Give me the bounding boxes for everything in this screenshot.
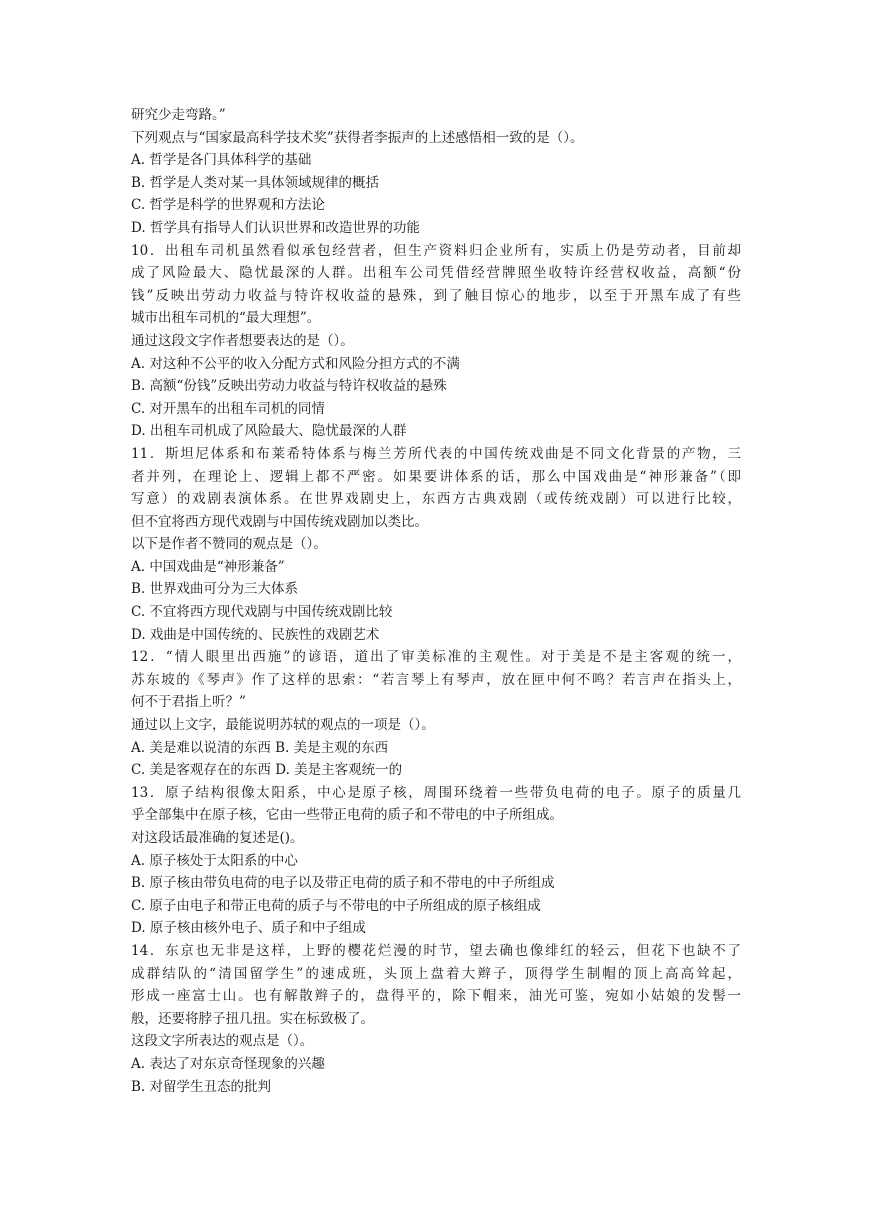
option-list xyxy=(131,850,741,940)
stem-line: 何不于君指上听？” xyxy=(131,694,246,711)
option-b: B. 哲学是人类对某一具体领域规律的概括 xyxy=(131,174,380,191)
question-14-stem xyxy=(131,940,741,1030)
stem-line: 乎全部集中在原子核，它由一些带正电荷的质子和不带电的中子所组成。 xyxy=(131,807,563,824)
option-c: C. 哲学是科学的世界观和方法论 xyxy=(131,197,325,214)
stem-line: 钱”反映出劳动力收益与特许权收益的悬殊，到了触目惊心的地步，以至于开黑车成了有些 xyxy=(131,287,741,304)
prompt-line: 以下是作者不赞同的观点是（）。 xyxy=(131,536,327,553)
question-prompt xyxy=(131,714,741,737)
question-13-stem xyxy=(131,782,741,827)
option-c: C. 对开黑车的出租车司机的同情 xyxy=(131,400,325,417)
option-list xyxy=(131,737,741,782)
prompt-line: 下列观点与“国家最高科学技术奖”获得者李振声的上述感悟相一致的是（）。 xyxy=(131,129,584,146)
passage-tail xyxy=(131,104,741,127)
option-b: B. 原子核由带负电荷的电子以及带正电荷的质子和不带电的中子所组成 xyxy=(131,875,555,892)
stem-line: 般，还要将脖子扭几扭。实在标致极了。 xyxy=(131,1010,374,1027)
stem-line: 10．出租车司机虽然看似承包经营者，但生产资料归企业所有，实质上仍是劳动者，目前却 xyxy=(131,242,741,259)
option-a: A. 原子核处于太阳系的中心 xyxy=(131,852,298,869)
text-line: 研究少走弯路。” xyxy=(131,107,226,123)
option-b: B. 对留学生丑态的批判 xyxy=(131,1078,272,1095)
option-b: B. 世界戏曲可分为三大体系 xyxy=(131,581,299,598)
stem-line: 14．东京也无非是这样，上野的樱花烂漫的时节，望去确也像绯红的轻云，但花下也缺不了 xyxy=(131,942,741,959)
stem-line: 形成一座富士山。也有解散辫子的，盘得平的，除下帽来，油光可鉴，宛如小姑娘的发髻一 xyxy=(131,988,741,1005)
option-list xyxy=(131,556,741,646)
option-a: A. 表达了对东京奇怪现象的兴趣 xyxy=(131,1055,325,1072)
question-prompt xyxy=(131,827,741,850)
option-a: A. 哲学是各门具体科学的基础 xyxy=(131,152,312,169)
question-prompt xyxy=(131,127,741,150)
option-list xyxy=(131,149,741,239)
option-a-b: A. 美是难以说清的东西 B. 美是主观的东西 xyxy=(131,739,389,756)
option-d: D. 原子核由核外电子、质子和中子组成 xyxy=(131,920,366,937)
option-a: A. 对这种不公平的收入分配方式和风险分担方式的不满 xyxy=(131,355,460,372)
prompt-line: 对这段话最准确的复述是()。 xyxy=(131,830,304,846)
document-page xyxy=(131,104,741,1098)
question-prompt xyxy=(131,533,741,556)
question-prompt xyxy=(131,330,741,353)
option-c: C. 不宜将西方现代戏剧与中国传统戏剧比较 xyxy=(131,604,393,621)
stem-line: 11．斯坦尼体系和布莱希特体系与梅兰芳所代表的中国传统戏曲是不同文化背景的产物，三 xyxy=(131,445,741,462)
question-10-stem xyxy=(131,240,741,330)
stem-line: 13．原子结构很像太阳系，中心是原子核，周围环绕着一些带负电荷的电子。原子的质量几 xyxy=(131,784,741,801)
option-a: A. 中国戏曲是“神形兼备” xyxy=(131,558,285,575)
option-list xyxy=(131,1053,741,1098)
option-b: B. 高额“份钱”反映出劳动力收益与特许权收益的悬殊 xyxy=(131,378,447,395)
prompt-line: 通过这段文字作者想要表达的是（）。 xyxy=(131,332,354,349)
stem-line: 成了风险最大、隐忧最深的人群。出租车公司凭借经营牌照坐收特许经营权收益，高额“份 xyxy=(131,265,741,282)
prompt-line: 通过以上文字，最能说明苏轼的观点的一项是（）。 xyxy=(131,717,435,734)
option-c: C. 原子由电子和带正电荷的质子与不带电的中子所组成的原子核组成 xyxy=(131,897,541,914)
stem-line: 者并列，在理论上、逻辑上都不严密。如果要讲体系的话，那么中国戏曲是“神形兼备”（即 xyxy=(131,468,741,485)
stem-line: 12．“情人眼里出西施”的谚语，道出了审美标准的主观性。对于美是不是主客观的统一， xyxy=(131,649,741,666)
stem-line: 写意）的戏剧表演体系。在世界戏剧史上，东西方古典戏剧（或传统戏剧）可以进行比较， xyxy=(131,491,741,508)
option-c-d: C. 美是客观存在的东西 D. 美是主客观统一的 xyxy=(131,762,403,779)
stem-line: 成群结队的“清国留学生”的速成班，头顶上盘着大辫子，顶得学生制帽的顶上高高耸起， xyxy=(131,965,741,982)
option-list xyxy=(131,353,741,443)
question-12-stem xyxy=(131,646,741,714)
option-d: D. 哲学具有指导人们认识世界和改造世界的功能 xyxy=(131,219,420,236)
question-prompt xyxy=(131,1030,741,1053)
option-d: D. 出租车司机成了风险最大、隐忧最深的人群 xyxy=(131,423,407,440)
stem-line: 苏东坡的《琴声》作了这样的思索：“若言琴上有琴声，放在匣中何不鸣？若言声在指头上， xyxy=(131,671,741,688)
prompt-line: 这段文字所表达的观点是（）。 xyxy=(131,1033,314,1050)
option-d: D. 戏曲是中国传统的、民族性的戏剧艺术 xyxy=(131,626,380,643)
question-11-stem xyxy=(131,443,741,533)
stem-line: 城市出租车司机的“最大理想”。 xyxy=(131,310,321,327)
stem-line: 但不宜将西方现代戏剧与中国传统戏剧加以类比。 xyxy=(131,513,428,530)
